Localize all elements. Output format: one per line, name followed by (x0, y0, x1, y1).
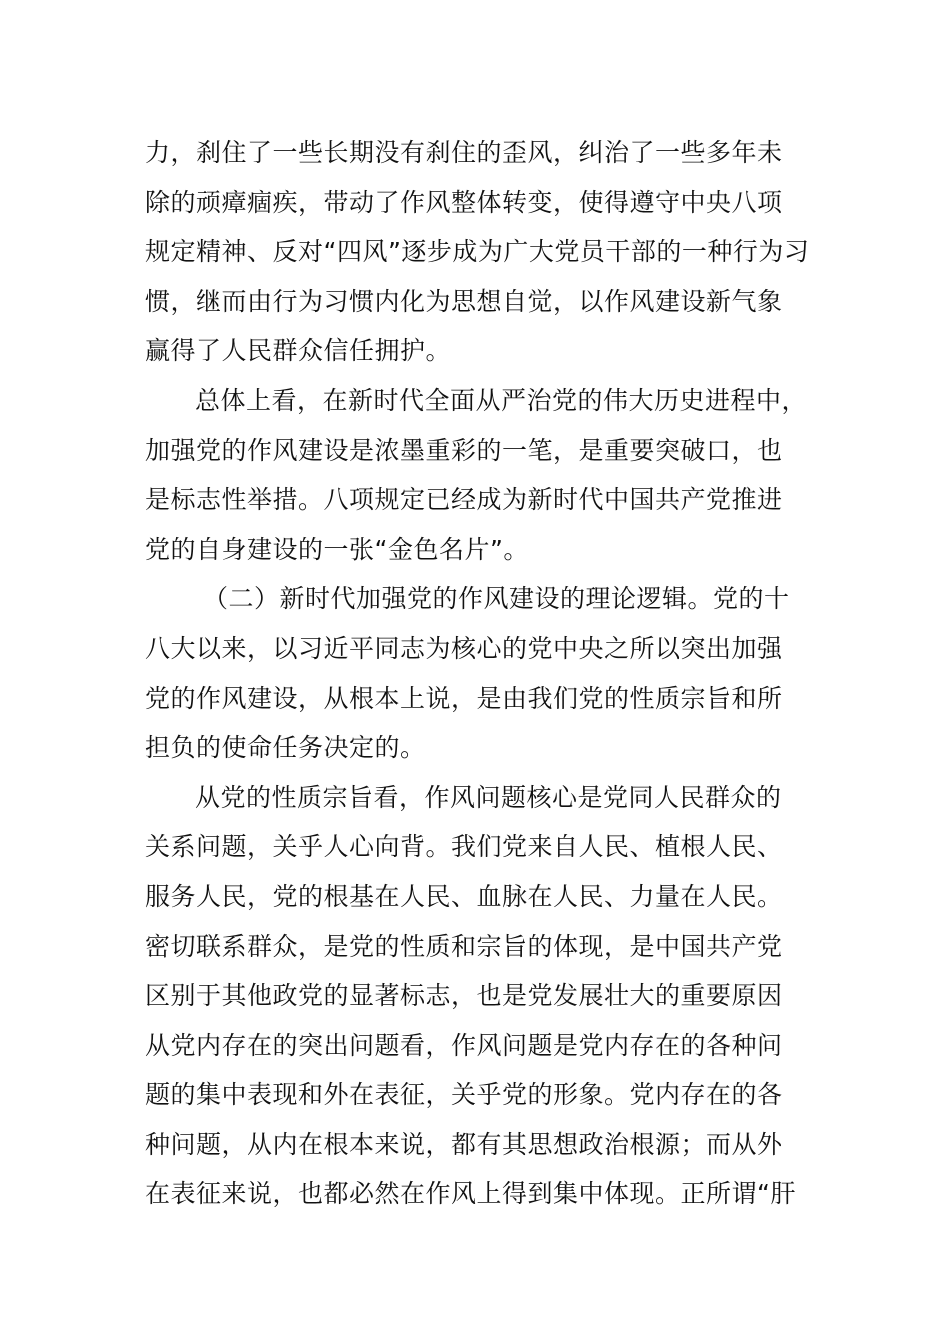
text-line: （二）新时代加强党的作风建设的理论逻辑。党的十 (203, 584, 790, 614)
text-line: 力，刹住了一些长期没有刹住的歪风，纠治了一些多年未 (145, 138, 783, 167)
text-line: 是标志性举措。八项规定已经成为新时代中国共产党推进 (145, 485, 783, 515)
text-line: 八大以来，以习近平同志为核心的党中央之所以突出加强 (145, 633, 783, 663)
text-line: 在表征来说，也都必然在作风上得到集中体现。正所谓“肝 (145, 1179, 796, 1209)
text-line: 关系问题，关乎人心向背。我们党来自人民、植根人民、 (145, 832, 783, 862)
text-line: 服务人民，党的根基在人民、血脉在人民、力量在人民。 (145, 881, 783, 911)
text-line: 党的作风建设，从根本上说，是由我们党的性质宗旨和所 (145, 683, 783, 713)
text-line: 惯，继而由行为习惯内化为思想自觉，以作风建设新气象 (145, 286, 783, 316)
text-line: 除的顽瘴痼疾，带动了作风整体转变，使得遵守中央八项 (145, 187, 783, 217)
text-line: 区别于其他政党的显著标志，也是党发展壮大的重要原因 (145, 981, 783, 1011)
text-line: 总体上看，在新时代全面从严治党的伟大历史进程中， (195, 385, 808, 415)
text-line: 担负的使命任务决定的。 (145, 733, 426, 763)
text-line: 规定精神、反对“四风”逐步成为广大党员干部的一种行为习 (145, 237, 810, 267)
text-line: 从党内存在的突出问题看，作风问题是党内存在的各种问 (145, 1030, 783, 1060)
text-line: 加强党的作风建设是浓墨重彩的一笔，是重要突破口，也 (145, 435, 783, 465)
text-line: 种问题，从内在根本来说，都有其思想政治根源；而从外 (145, 1129, 783, 1159)
text-line: 党的自身建设的一张“金色名片”。 (145, 534, 529, 564)
text-line: 赢得了人民群众信任拥护。 (145, 336, 452, 366)
document-body-text (145, 128, 825, 1219)
text-line: 密切联系群众，是党的性质和宗旨的体现，是中国共产党 (145, 931, 783, 961)
text-line: 题的集中表现和外在表征，关乎党的形象。党内存在的各 (145, 1080, 783, 1110)
text-line: 从党的性质宗旨看，作风问题核心是党同人民群众的 (195, 782, 782, 812)
